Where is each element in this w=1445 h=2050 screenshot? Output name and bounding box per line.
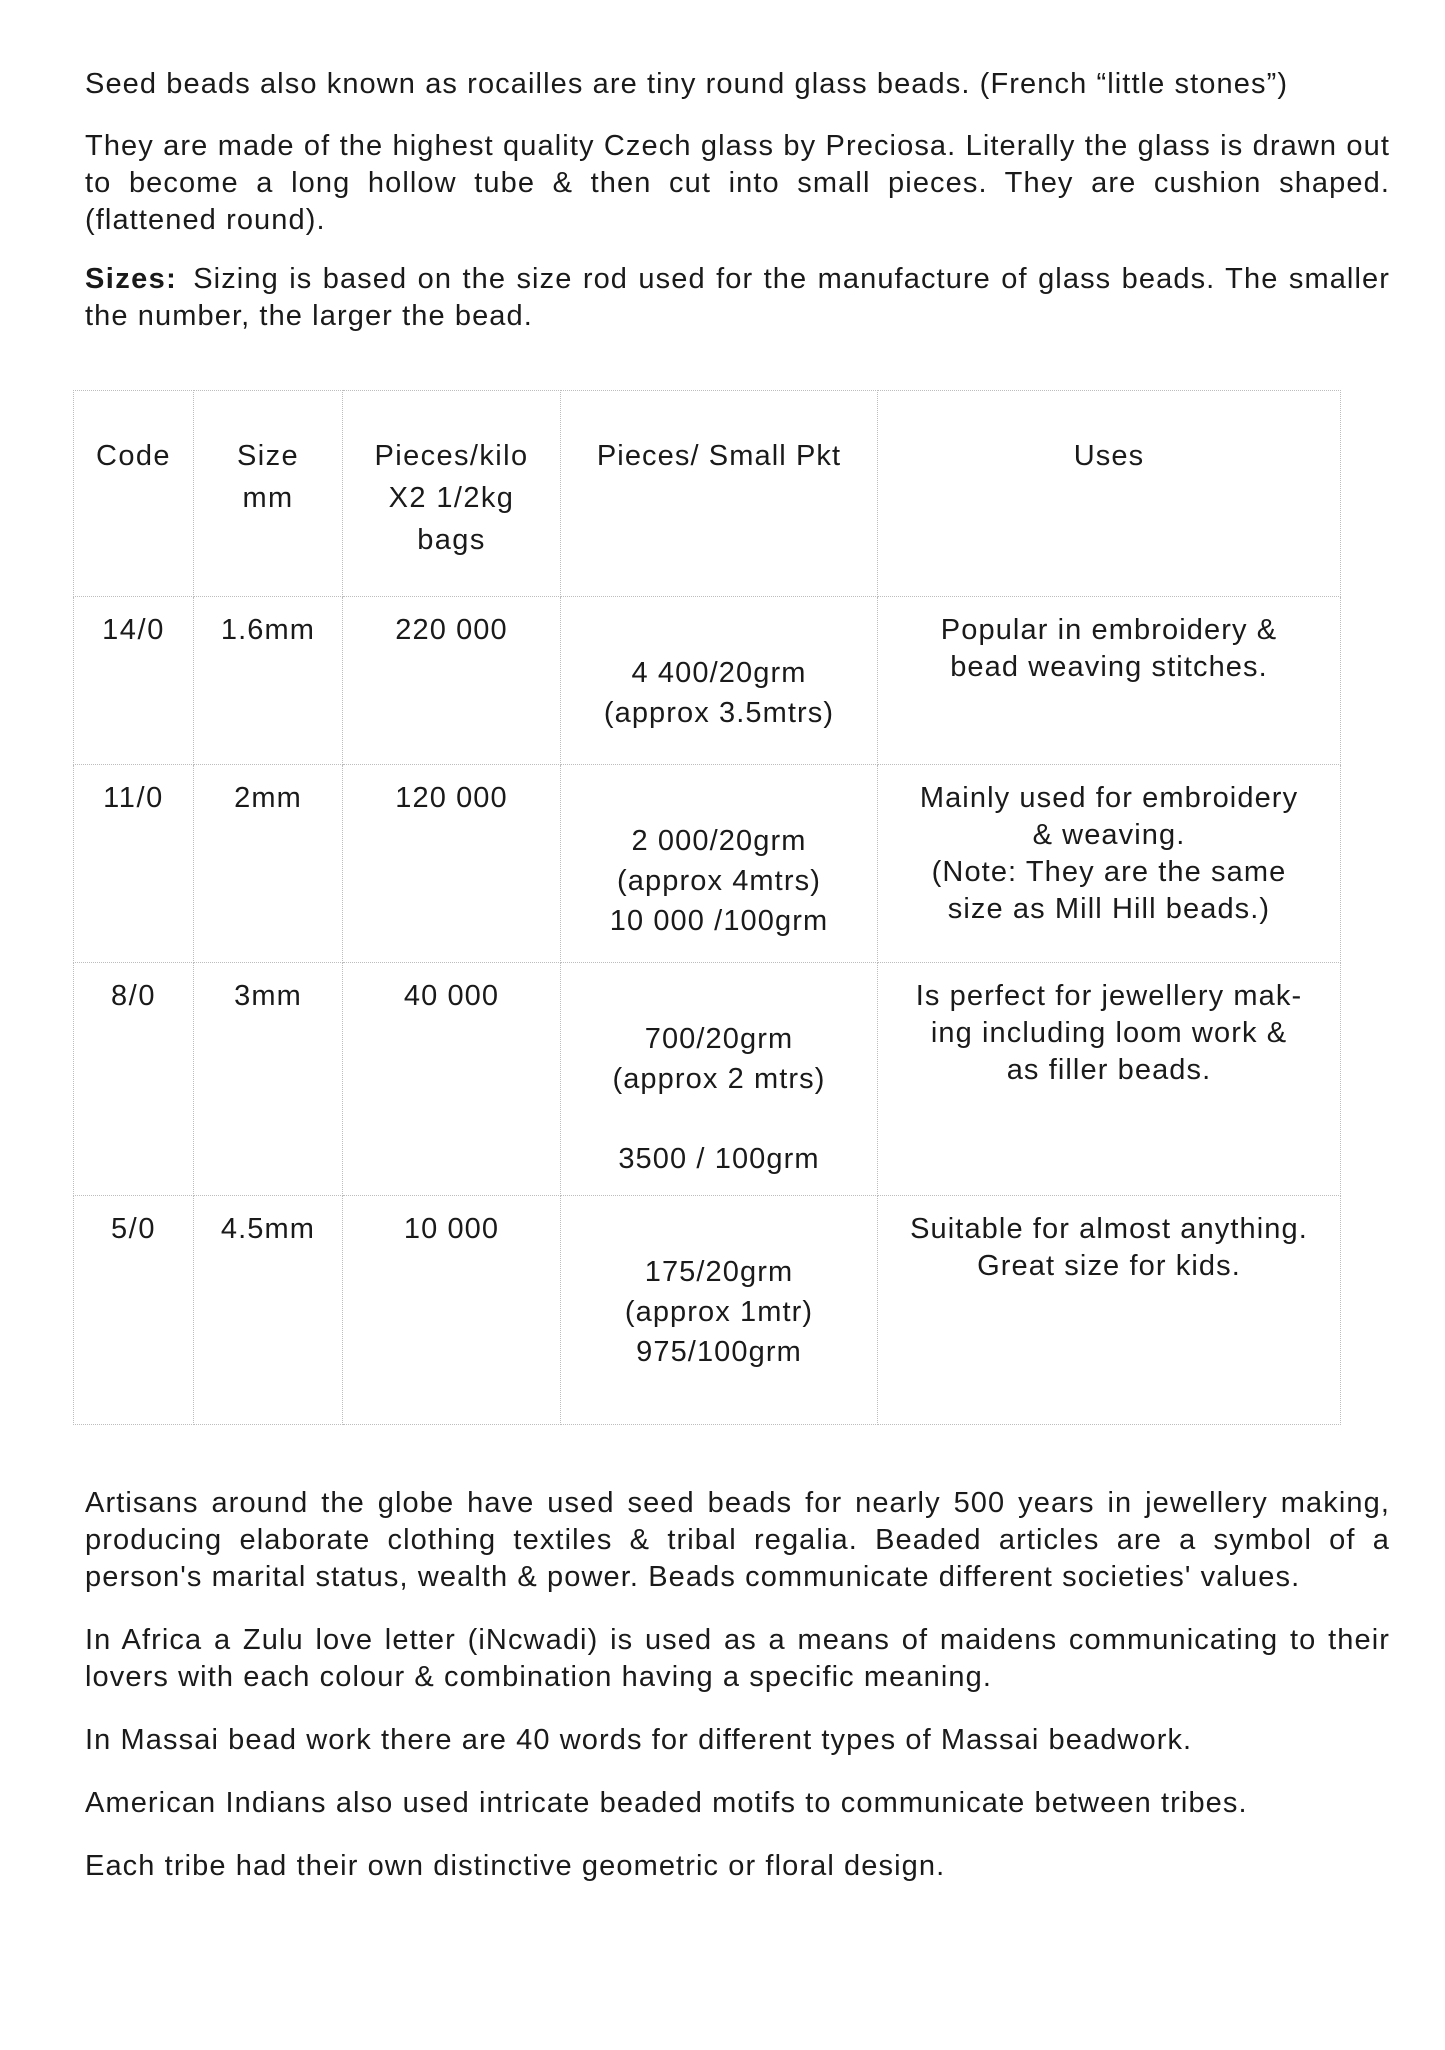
col-header-pieces-kilo — [343, 391, 561, 597]
cell-line: size as Mill Hill beads.) — [947, 893, 1271, 925]
cell-size — [194, 1196, 343, 1425]
cell-line: (Note: They are the same — [931, 856, 1287, 888]
header-line: X2 1/2kg — [388, 482, 515, 514]
header-line: mm — [242, 482, 294, 514]
cell-line: (approx 3.5mtrs) — [603, 697, 835, 729]
cell-line: as filler beads. — [1006, 1054, 1212, 1086]
cell-uses — [878, 1196, 1341, 1425]
table-row — [74, 765, 1341, 963]
cell-line: 11/0 — [103, 782, 164, 814]
header-line: bags — [417, 524, 486, 556]
cell-pieces-kilo — [343, 765, 561, 963]
cell-line: (approx 1mtr) — [624, 1296, 814, 1328]
cell-line: 5/0 — [110, 1213, 157, 1245]
cell-small-pkt — [561, 765, 878, 963]
table-row — [74, 597, 1341, 765]
cell-line: Suitable for almost anything. — [910, 1213, 1308, 1245]
cell-line: 10 000 /100grm — [609, 905, 829, 937]
cell-line: 2 000/20grm — [631, 825, 807, 857]
cell-line: bead weaving stitches. — [950, 651, 1268, 683]
cell-size — [194, 765, 343, 963]
col-header-size — [194, 391, 343, 597]
cell-line: 120 000 — [395, 782, 508, 814]
cell-line: 2mm — [234, 782, 302, 814]
cell-uses — [878, 765, 1341, 963]
cell-line: 4.5mm — [220, 1213, 316, 1245]
cell-size — [194, 963, 343, 1196]
cell-uses — [878, 597, 1341, 765]
intro-paragraph-1: Seed beads also known as rocailles are tiny round glass beads. (French “little stones”) — [85, 68, 1289, 100]
cell-line: 975/100grm — [636, 1336, 802, 1368]
cell-small-pkt — [561, 597, 878, 765]
cell-line: 1.6mm — [220, 614, 316, 646]
cell-line: 175/20grm — [644, 1256, 794, 1288]
cell-line: 8/0 — [110, 980, 157, 1012]
cell-pieces-kilo — [343, 597, 561, 765]
header-line: Pieces/ Small Pkt — [596, 440, 842, 472]
cell-uses — [878, 963, 1341, 1196]
cell-line: Popular in embroidery & — [940, 614, 1278, 646]
bead-size-table — [73, 390, 1341, 1425]
col-header-small-pkt — [561, 391, 878, 597]
massai-paragraph: In Massai bead work there are 40 words for different types of Massai beadwork. — [85, 1724, 1193, 1756]
cell-line: 40 000 — [403, 980, 500, 1012]
cell-line: ing including loom work & — [930, 1017, 1288, 1049]
zulu-letter-paragraph: In Africa a Zulu love letter (iNcwadi) is used as a means of maidens communicating to their lovers with each colour & combination having a specific meaning. — [85, 1624, 1390, 1693]
cell-line: Great size for kids. — [977, 1250, 1241, 1282]
sizes-text: Sizing is based on the size rod used for the manufacture of glass beads. The smaller the number, the larger the bead. — [85, 263, 1390, 332]
sizes-label: Sizes: — [85, 263, 178, 295]
header-line: Code — [96, 440, 171, 472]
cell-line: 700/20grm — [644, 1023, 794, 1055]
intro-paragraph-2: They are made of the highest quality Czech glass by Preciosa. Literally the glass is drawn out to become a long hollow tube & then cut into small pieces. They are cushion shaped. (flattened round). — [85, 130, 1390, 236]
cell-small-pkt — [561, 963, 878, 1196]
cell-line: (approx 2 mtrs) — [612, 1063, 826, 1095]
tribe-design-paragraph: Each tribe had their own distinctive geometric or floral design. — [85, 1850, 946, 1882]
american-indians-paragraph: American Indians also used intricate beaded motifs to communicate between tribes. — [85, 1787, 1248, 1819]
col-header-uses — [878, 391, 1341, 597]
cell-code — [74, 963, 194, 1196]
cell-line: 220 000 — [395, 614, 508, 646]
cell-size — [194, 597, 343, 765]
cell-code — [74, 1196, 194, 1425]
table-row — [74, 963, 1341, 1196]
cell-code — [74, 597, 194, 765]
header-line: Uses — [1073, 440, 1145, 472]
cell-code — [74, 765, 194, 963]
cell-line: 4 400/20grm — [631, 657, 807, 689]
header-line: Pieces/kilo — [374, 440, 529, 472]
artisans-paragraph: Artisans around the globe have used seed beads for nearly 500 years in jewellery making, producing elaborate clothing textiles & tribal regalia. Beaded articles are a symbol of a person's marital status, wealth & power. Beads communicate different societies' values. — [85, 1487, 1390, 1593]
sizes-paragraph — [85, 261, 1390, 335]
table-header-row — [74, 391, 1341, 597]
table-row — [74, 1196, 1341, 1425]
cell-line: Mainly used for embroidery — [919, 782, 1299, 814]
cell-line: 10 000 — [403, 1213, 500, 1245]
cell-pieces-kilo — [343, 963, 561, 1196]
col-header-code — [74, 391, 194, 597]
header-line: Size — [236, 440, 299, 472]
cell-pieces-kilo — [343, 1196, 561, 1425]
cell-line — [561, 1099, 877, 1139]
cell-line: (approx 4mtrs) — [617, 865, 821, 897]
cell-small-pkt — [561, 1196, 878, 1425]
cell-line: Is perfect for jewellery mak- — [915, 980, 1303, 1012]
cell-line: & weaving. — [1032, 819, 1186, 851]
cell-line: 3500 / 100grm — [618, 1143, 820, 1175]
cell-line: 14/0 — [102, 614, 165, 646]
cell-line: 3mm — [234, 980, 302, 1012]
